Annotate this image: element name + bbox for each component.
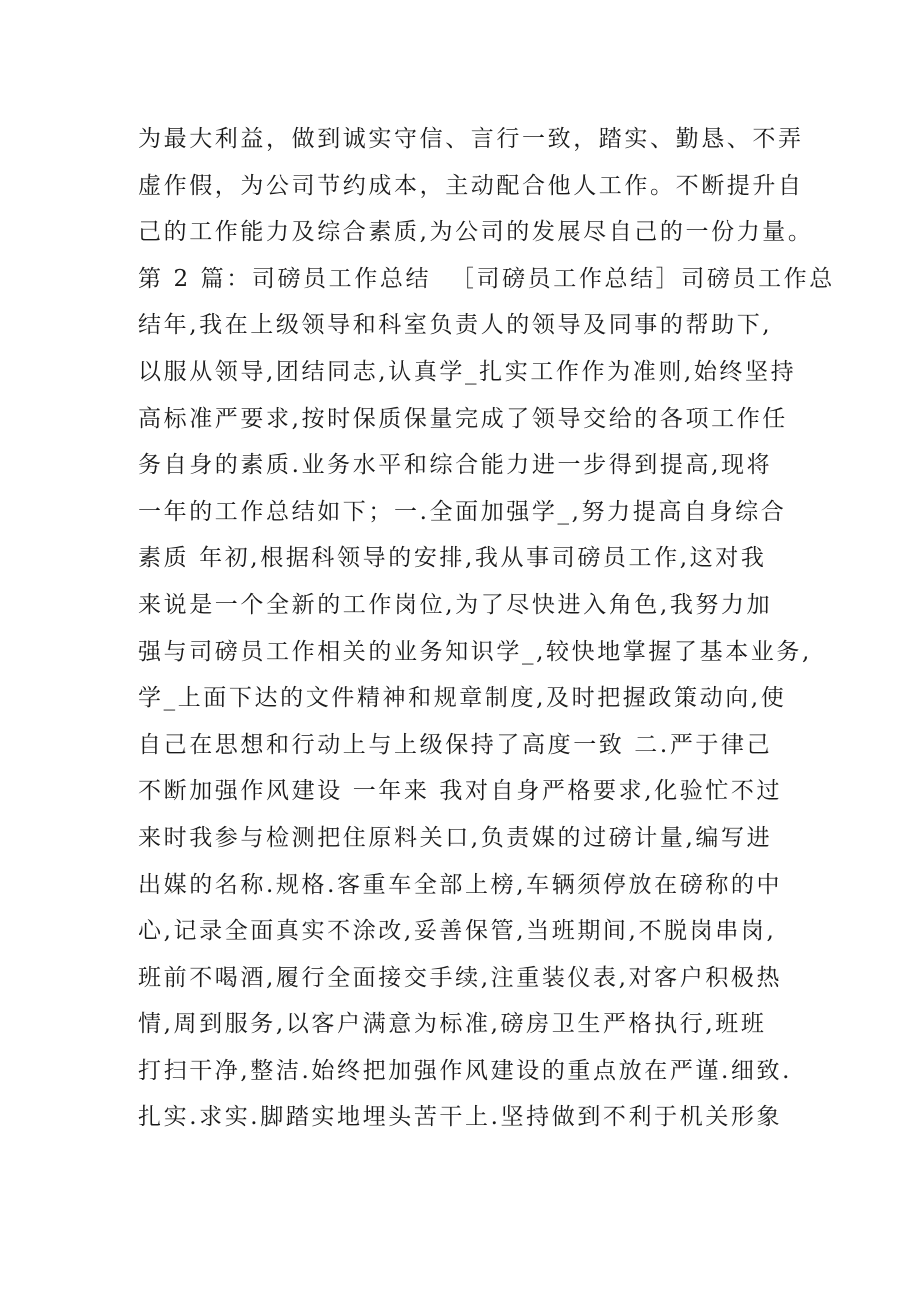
section-heading-line: 第 2 篇：司磅员工作总结 ［司磅员工作总结］司磅员工作总 (138, 265, 835, 292)
text-line: 己的工作能力及综合素质,为公司的发展尽自己的一份力量。 (138, 219, 814, 246)
text-line: 情,周到服务,以客户满意为标准,磅房卫生严格执行,班班 (138, 1011, 767, 1038)
text-line: 打扫干净,整洁.始终把加强作风建设的重点放在严谨.细致. (138, 1057, 793, 1084)
text-line: 自己在思想和行动上与上级保持了高度一致 二.严于律己 (138, 731, 773, 758)
text-line: 扎实.求实.脚踏实地埋头苦干上.坚持做到不利于机关形象 (138, 1104, 783, 1131)
text-line: 为最大利益，做到诚实守信、言行一致，踏实、勤恳、不弄 (138, 126, 804, 152)
text-line: 结年,我在上级领导和科室负责人的领导及同事的帮助下, (138, 312, 773, 339)
text-line: 高标准严要求,按时保质保量完成了领导交给的各项工作任 (138, 405, 788, 432)
text-line: 不断加强作风建设 一年来 我对自身严格要求,化验忙不过 (138, 778, 783, 805)
text-line: 来时我参与检测把住原料关口,负责媒的过磅计量,编写进 (138, 824, 773, 851)
text-line: 出媒的名称.规格.客重车全部上榜,车辆须停放在磅称的中 (138, 871, 783, 898)
document-body (138, 116, 838, 1141)
text-line: 班前不喝酒,履行全面接交手续,注重装仪表,对客户积极热 (138, 964, 783, 991)
text-line: 以服从领导,团结同志,认真学_扎实工作作为准则,始终坚持 (138, 358, 797, 385)
text-line: 学_上面下达的文件精神和规章制度,及时把握政策动向,使 (138, 685, 787, 712)
text-line: 来说是一个全新的工作岗位,为了尽快进入角色,我努力加 (138, 591, 773, 618)
text-line: 虚作假，为公司节约成本，主动配合他人工作。不断提升自 (138, 172, 804, 199)
text-line: 务自身的素质.业务水平和综合能力进一步得到提高,现将 (138, 452, 773, 479)
text-line: 一年的工作总结如下；一.全面加强学_,努力提高自身综合 (138, 498, 787, 525)
text-line: 强与司磅员工作相关的业务知识学_,较快地掌握了基本业务, (138, 638, 812, 665)
text-line: 素质 年初,根据科领导的安排,我从事司磅员工作,这对我 (138, 545, 767, 572)
text-line: 心,记录全面真实不涂改,妥善保管,当班期间,不脱岗串岗, (138, 918, 777, 945)
